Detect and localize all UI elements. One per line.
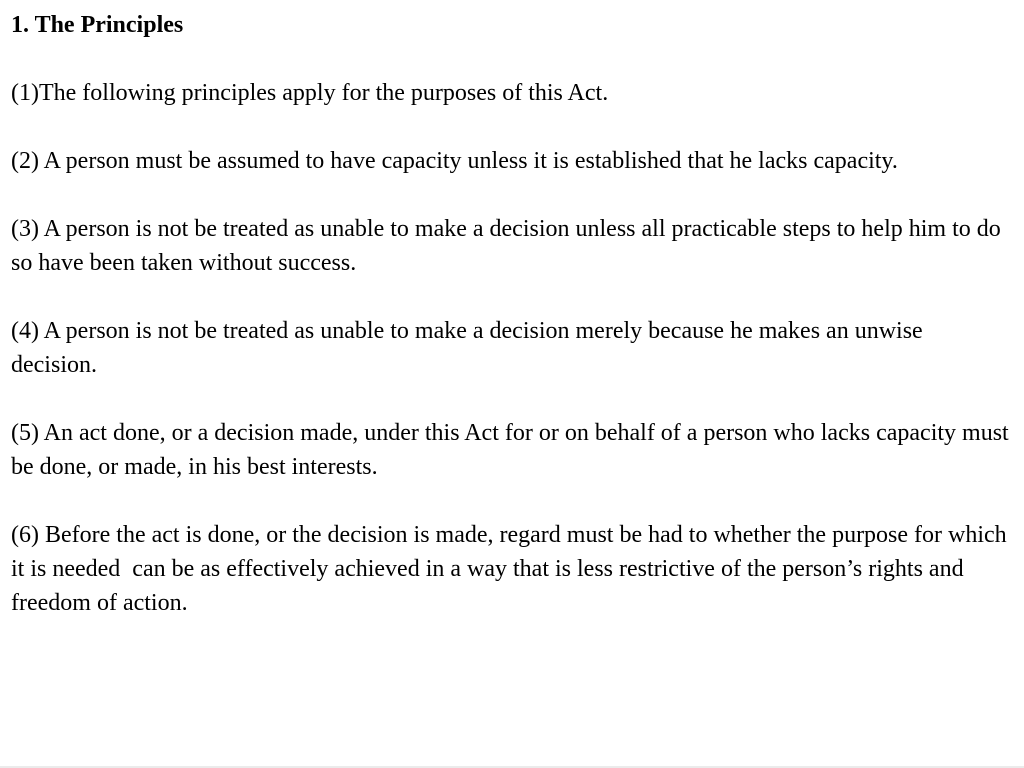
principle-paragraph-1: (1)The following principles apply for the purposes of this Act. (11, 80, 609, 106)
principle-paragraph-5: (5) An act done, or a decision made, under this Act for or on behalf of a person who lacks capacity must be done, or made, in his best interests. (11, 420, 1015, 480)
principle-paragraph-2: (2) A person must be assumed to have capacity unless it is established that he lacks capacity. (11, 148, 898, 174)
principle-paragraph-3: (3) A person is not be treated as unable to make a decision unless all practicable steps to help him to do so have been taken without success. (11, 216, 1007, 276)
principle-paragraph-6: (6) Before the act is done, or the decision is made, regard must be had to whether the purpose for which it is needed can be as effectively achieved in a way that is less restrictive of the person’s rights and freedom of action. (11, 522, 1013, 616)
principle-paragraph-4: (4) A person is not be treated as unable to make a decision merely because he makes an unwise decision. (11, 318, 929, 378)
document-title: 1. The Principles (11, 12, 184, 38)
